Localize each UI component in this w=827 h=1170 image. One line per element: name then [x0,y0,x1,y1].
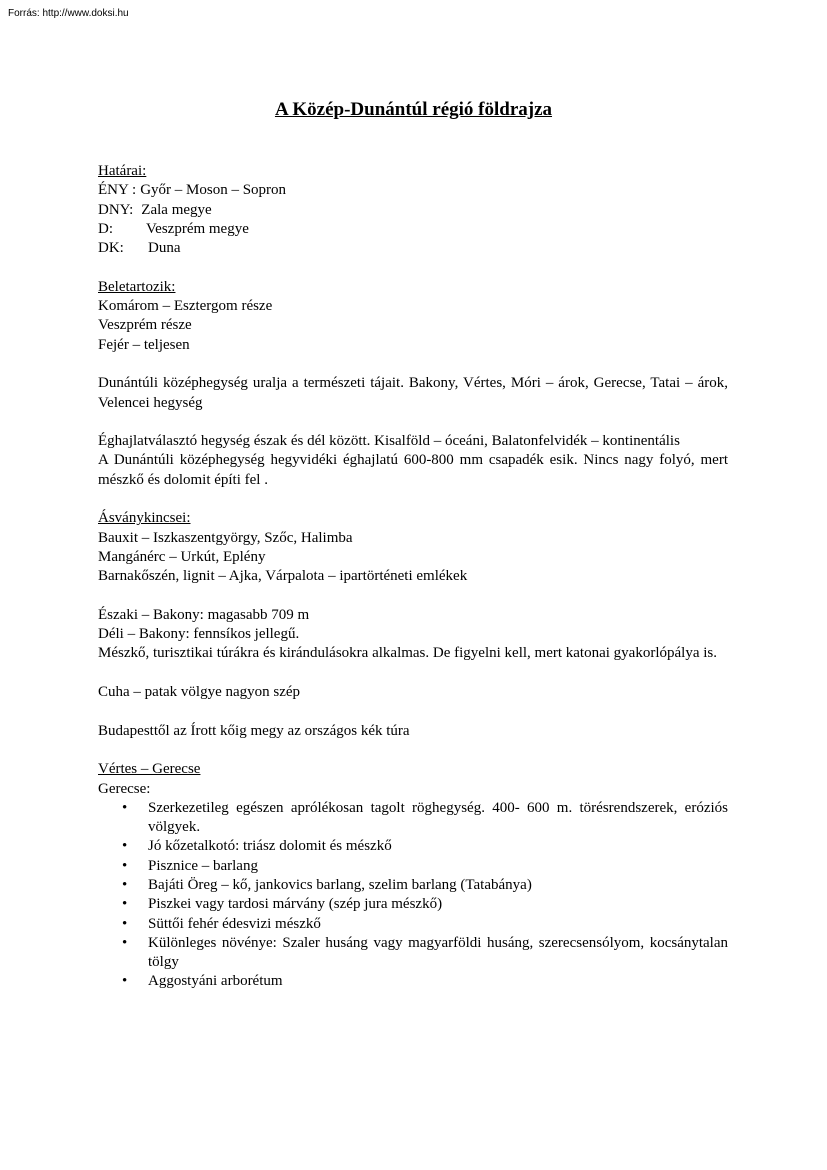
paragraph-climate: A Dunántúli középhegység hegyvidéki éghajlatú 600-800 mm csapadék esik. Nincs nagy folyó, mert mészkő és dolomit építi fel . [98,452,728,488]
asvany-item: Mangánérc – Urkút, Eplény [98,548,266,565]
hatarai-label: D: [98,220,113,237]
source-label: Forrás: http://www.doksi.hu [8,8,129,19]
beletartozik-item: Komárom – Esztergom része [98,298,273,315]
bakony-limestone: Mészkő, turisztikai túrákra és kirándulásokra alkalmas. De figyelni kell, mert katonai gyakorlópálya is. [98,645,717,662]
list-item: • Piszkei vagy tardosi márvány (szép jura mészkő) [98,895,728,914]
hatarai-row [98,201,728,220]
paragraph-landscape: Dunántúli középhegység uralja a természeti tájait. Bakony, Vértes, Móri – árok, Gerecse, Tatai – árok, Velencei hegység [98,375,728,411]
document-body [98,162,728,992]
hatarai-label: DK: [98,240,124,257]
gerecse-list [98,799,728,992]
asvany-heading: Ásványkincsei: [98,510,191,527]
asvany-item: Bauxit – Iszkaszentgyörgy, Szőc, Halimba [98,529,353,546]
hatarai-row [98,181,728,200]
document-title: A Közép-Dunántúl régió földrajza [274,99,553,120]
beletartozik-item: Veszprém része [98,317,192,334]
bakony-south: Déli – Bakony: fennsíkos jellegű. [98,626,300,643]
hatarai-value: Duna [148,240,181,257]
hatarai-value: Veszprém megye [146,220,249,237]
list-item: • Szerkezetileg egészen aprólékosan tagolt röghegység. 400- 600 m. törésrendszerek, eróziós völgyek. [98,799,728,838]
list-item: • Süttői fehér édesvizi mészkő [98,915,728,934]
beletartozik-heading: Beletartozik: [98,278,176,295]
beletartozik-item: Fejér – teljesen [98,336,190,353]
hatarai-value: Győr – Moson – Sopron [140,182,287,199]
list-item: • Aggostyáni arborétum [98,972,728,991]
list-item: • Különleges növénye: Szaler husáng vagy magyarföldi husáng, szerecsensólyom, kocsánytalan tölgy [98,934,728,973]
list-item: • Jó kőzetalkotó: triász dolomit és mészkő [98,837,728,856]
paragraph-climate-divide: Éghajlatválasztó hegység észak és dél között. Kisalföld – óceáni, Balatonfelvidék – kontinentális [98,433,680,450]
asvany-item: Barnakőszén, lignit – Ajka, Várpalota – ipartörténeti emlékek [98,568,468,585]
vertes-heading: Vértes – Gerecse [98,761,201,778]
hatarai-value: Zala megye [141,201,212,218]
list-item: • Bajáti Öreg – kő, jankovics barlang, szelim barlang (Tatabánya) [98,876,728,895]
hatarai-label: ÉNY : [98,182,137,199]
hatarai-label: DNY: [98,201,134,218]
cuha-line: Cuha – patak völgye nagyon szép [98,684,301,701]
hatarai-heading: Határai: [98,163,147,179]
gerecse-subheading: Gerecse: [98,780,151,797]
kektura-line: Budapesttől az Írott kőig megy az országos kék túra [98,722,410,739]
hatarai-row [98,220,728,239]
hatarai-row [98,239,728,258]
bakony-north: Északi – Bakony: magasabb 709 m [98,606,310,623]
list-item: • Pisznice – barlang [98,857,728,876]
